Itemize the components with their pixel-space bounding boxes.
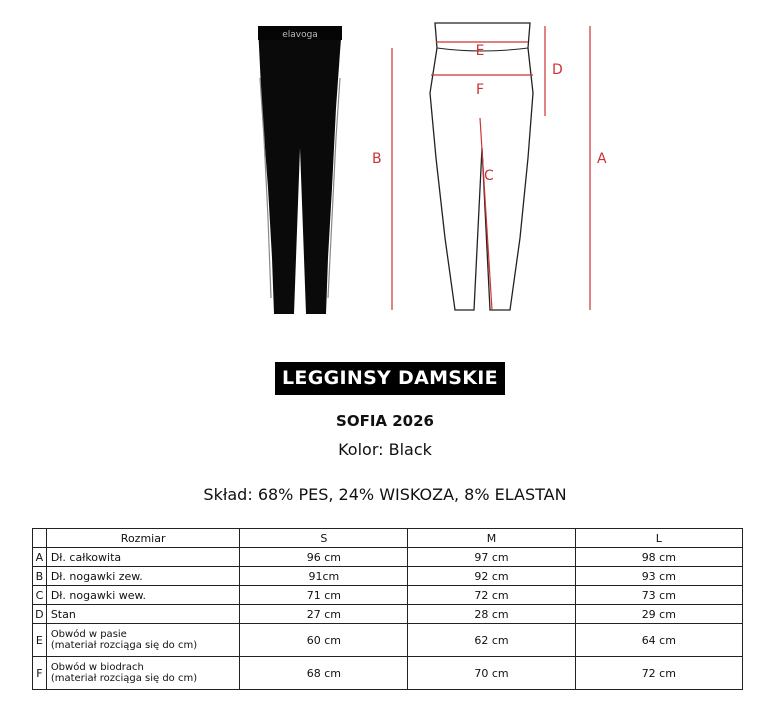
row-letter: A — [33, 548, 47, 567]
row-value: 92 cm — [408, 567, 575, 586]
row-value: 27 cm — [240, 605, 408, 624]
row-value: 70 cm — [408, 657, 575, 690]
model-name: SOFIA 2026 — [336, 412, 434, 430]
table-row — [33, 548, 743, 567]
row-value: 68 cm — [240, 657, 408, 690]
label-c: C — [484, 168, 494, 184]
product-photo — [240, 18, 360, 318]
table-row — [33, 657, 743, 690]
row-value: 64 cm — [575, 624, 742, 657]
measurement-diagram — [370, 18, 620, 318]
table-header-row — [33, 529, 743, 548]
row-letter: F — [33, 657, 47, 690]
row-label: Obwód w pasie — [50, 629, 127, 640]
row-letter: B — [33, 567, 47, 586]
page-title: LEGGINSY DAMSKIE — [275, 362, 505, 395]
row-value: 29 cm — [575, 605, 742, 624]
row-value: 73 cm — [575, 586, 742, 605]
row-value: 28 cm — [408, 605, 575, 624]
row-label: Dł. nogawki wew. — [46, 586, 240, 605]
header-label: Rozmiar — [46, 529, 240, 548]
row-label: Dł. całkowita — [46, 548, 240, 567]
label-a: A — [597, 151, 607, 167]
table-row — [33, 586, 743, 605]
row-note: (materiał rozciąga się do cm) — [50, 673, 198, 684]
row-letter: C — [33, 586, 47, 605]
row-value: 91cm — [240, 567, 408, 586]
label-b: B — [372, 151, 382, 167]
label-f: F — [475, 82, 485, 98]
row-note: (materiał rozciąga się do cm) — [50, 640, 198, 651]
color-line: Kolor: Black — [338, 440, 432, 459]
brand-logo: elavoga — [282, 30, 318, 40]
table-row — [33, 567, 743, 586]
row-value: 72 cm — [575, 657, 742, 690]
header-size: L — [575, 529, 742, 548]
row-letter: E — [33, 624, 47, 657]
table-row — [33, 624, 743, 657]
row-value: 93 cm — [575, 567, 742, 586]
row-value: 60 cm — [240, 624, 408, 657]
label-e: E — [475, 43, 485, 59]
header-size: M — [408, 529, 575, 548]
row-value: 98 cm — [575, 548, 742, 567]
row-letter: D — [33, 605, 47, 624]
row-label: Obwód w biodrach — [50, 662, 144, 673]
row-value: 71 cm — [240, 586, 408, 605]
row-label: Stan — [46, 605, 240, 624]
size-table — [32, 528, 743, 690]
label-d: D — [552, 62, 563, 78]
header-size: S — [240, 529, 408, 548]
composition-line: Skład: 68% PES, 24% WISKOZA, 8% ELASTAN — [203, 485, 567, 504]
row-value: 72 cm — [408, 586, 575, 605]
row-value: 96 cm — [240, 548, 408, 567]
row-value: 62 cm — [408, 624, 575, 657]
table-row — [33, 605, 743, 624]
row-value: 97 cm — [408, 548, 575, 567]
row-label: Dł. nogawki zew. — [46, 567, 240, 586]
